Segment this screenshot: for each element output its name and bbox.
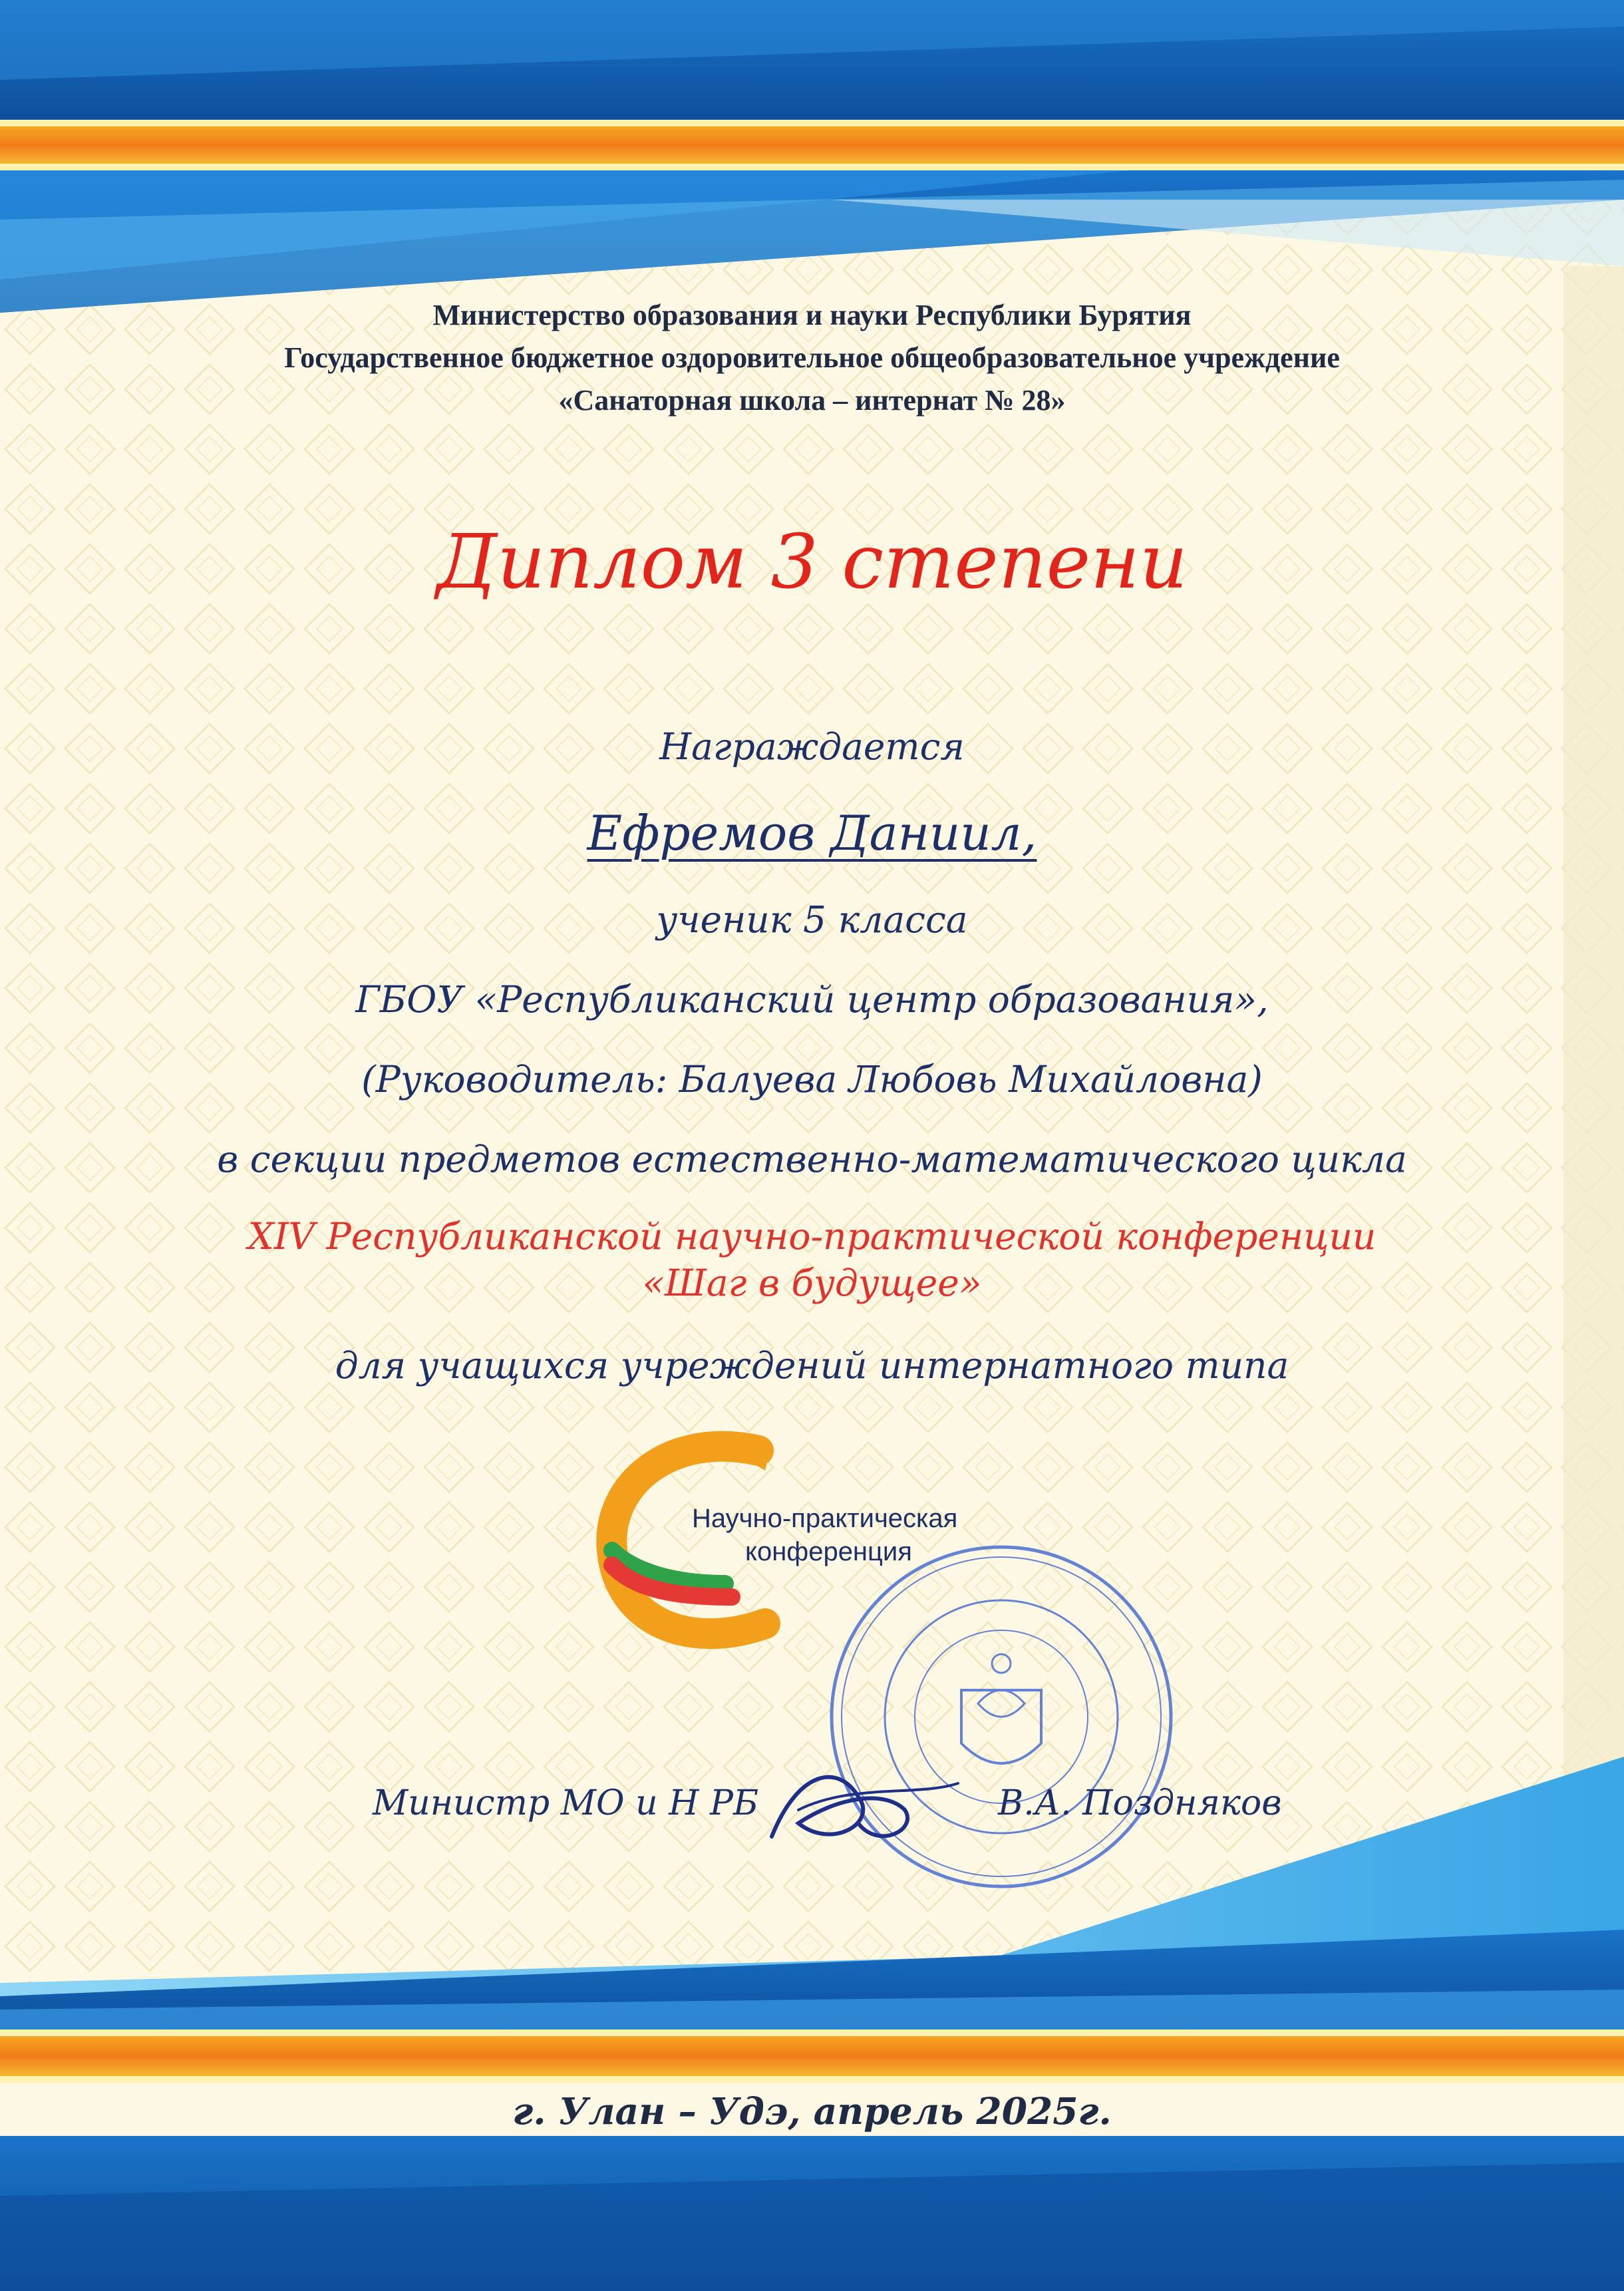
recipient-grade: ученик 5 класса <box>656 898 968 941</box>
logo-text-line2: конференция <box>745 1537 912 1566</box>
audience: для учащихся учреждений интернатного типа <box>335 1344 1289 1387</box>
awarded-label: Награждается <box>659 725 965 768</box>
signatory-name: В.А. Поздняков <box>998 1783 1282 1823</box>
logo-text-line1: Научно-практическая <box>692 1504 958 1533</box>
conference-motto: «Шаг в будущее» <box>642 1262 982 1304</box>
recipient-school: ГБОУ «Республиканский центр образования», <box>355 978 1269 1021</box>
ministry-name: Министерство образования и науки Республики Бурятия <box>432 299 1192 331</box>
recipient-name: Ефремов Даниил, <box>587 805 1037 861</box>
school-name: «Санаторная школа – интернат № 28» <box>558 384 1066 417</box>
signatory-position: Министр МО и Н РБ <box>373 1783 759 1823</box>
diploma-title: Диплом 3 степени <box>436 519 1188 606</box>
institution-type: Государственное бюджетное оздоровительное общеобразовательное учреждение <box>284 341 1340 374</box>
conference-name: XIV Республиканской научно-практической конференции <box>247 1215 1377 1258</box>
place-and-date: г. Улан – Удэ, апрель 2025г. <box>512 2089 1112 2133</box>
section-name: в секции предметов естественно-математического цикла <box>217 1138 1407 1180</box>
supervisor: (Руководитель: Балуева Любовь Михайловна) <box>361 1058 1263 1101</box>
